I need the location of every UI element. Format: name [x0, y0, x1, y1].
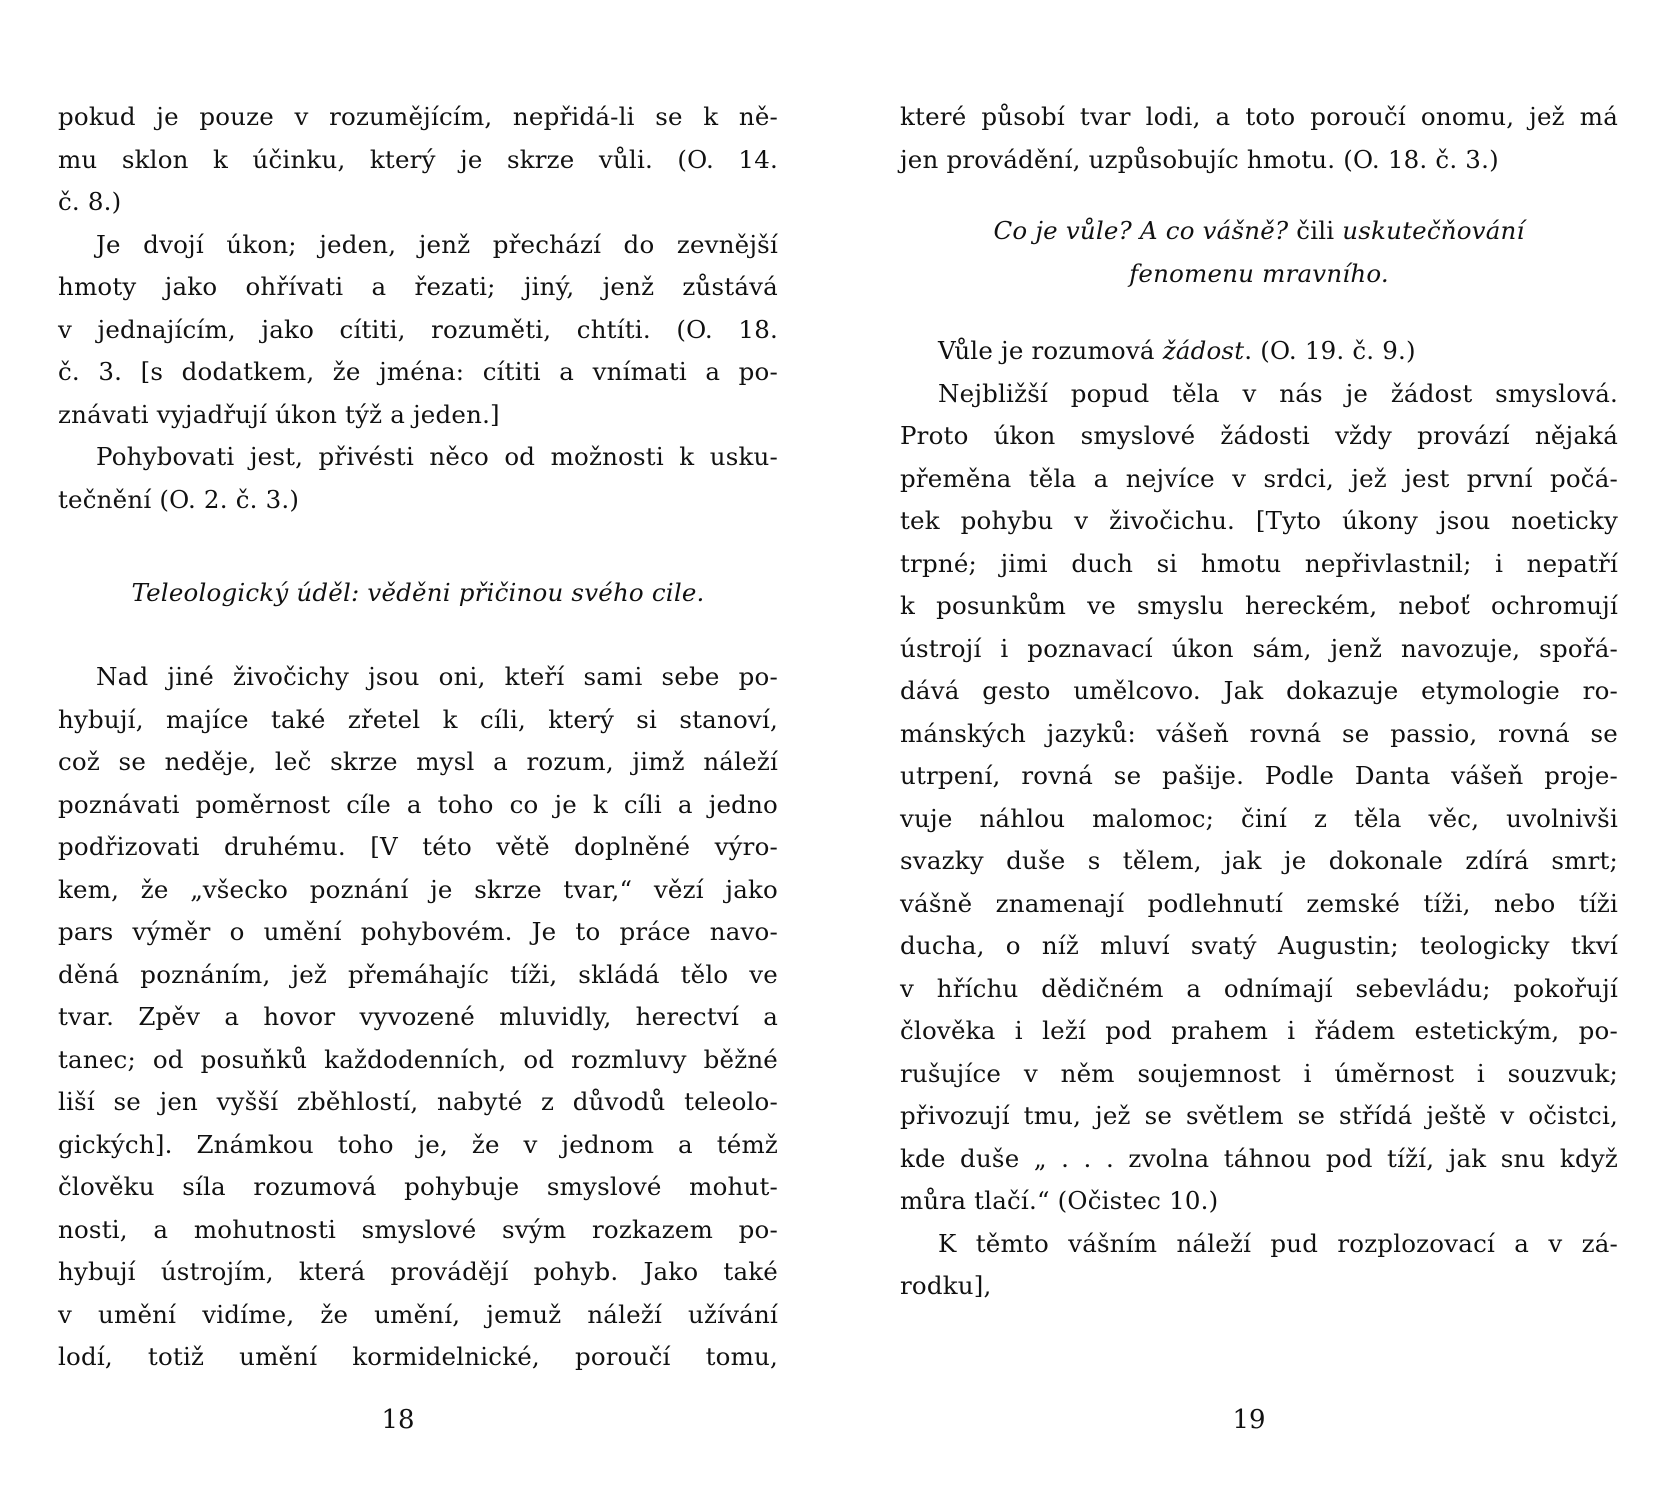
left-page [58, 0, 778, 1500]
text-line: svazky duše s tělem, jak je dokonale zdírá smrt; [900, 846, 1618, 875]
text-line: pokud je pouze v rozumějícím, nepřidá-li se k ně- [58, 102, 778, 131]
text-line: ústrojí i poznavací úkon sám, jenž navozuje, spořá- [900, 633, 1618, 663]
section-heading-line-1 [900, 210, 1618, 253]
text-line: Nad jiné živočichy jsou oni, kteří sami sebe po- [96, 662, 778, 691]
text-line: člověka i leží pod prahem i řádem estetickým, po- [900, 1016, 1618, 1045]
text-line: k posunkům ve smyslu hereckém, neboť ochromují [900, 591, 1618, 620]
section-heading: Teleologický úděl: věděni přičinou svého cile. [131, 578, 705, 607]
right-section-heading [900, 210, 1618, 295]
text-fragment: . (O. 19. č. 9.) [1244, 336, 1416, 365]
text-line: můra tlačí.“ (Očistec 10.) [900, 1186, 1219, 1215]
text-line: v umění vidíme, že umění, jemuž náleží užívání [58, 1299, 778, 1329]
text-line: znávati vyjadřují úkon týž a jeden.] [58, 399, 500, 429]
text-line: lodí, totiž umění kormidelnické, poroučí tomu, [58, 1342, 778, 1371]
text-line: gických]. Známkou toho je, že v jednom a témž [58, 1129, 778, 1159]
page-number: 18 [381, 1405, 415, 1435]
heading-part: Co je vůle? A co vášně? [993, 216, 1289, 245]
text-line: hmoty jako ohřívati a řezati; jiný, jenž zůstává [58, 272, 778, 301]
text-line: kem, že „všecko poznání je skrze tvar,“ vězí jako [58, 874, 778, 904]
page-number: 19 [1232, 1405, 1266, 1435]
left-section-heading [58, 572, 778, 615]
text-line [900, 330, 1618, 373]
heading-part: čili [1288, 216, 1343, 245]
text-line: přeměna těla a nejvíce v srdci, jež jest první počá- [900, 463, 1618, 493]
emphasis-text: žádost [1162, 336, 1245, 365]
left-page-block-2 [58, 656, 778, 1379]
text-line: pars výměr o umění pohybovém. Je to práce navo- [58, 917, 778, 946]
text-line: jen provádění, uzpůsobujíc hmotu. (O. 18. č. 3.) [900, 144, 1499, 174]
right-page [900, 0, 1618, 1500]
text-line: Nejbližší popud těla v nás je žádost smyslová. [938, 378, 1618, 408]
right-page-block-2 [900, 330, 1618, 1308]
text-line: což se neděje, leč skrze mysl a rozum, jimž náleží [58, 747, 778, 776]
text-line: č. 8.) [58, 187, 122, 216]
text-line: člověku síla rozumová pohybuje smyslové mohut- [58, 1172, 778, 1201]
right-page-block-1 [900, 96, 1618, 181]
text-line: utrpení, rovná se pašije. Podle Danta vášeň proje- [900, 761, 1618, 790]
text-line: liší se jen vyšší zběhlostí, nabyté z důvodů teleolo- [58, 1087, 778, 1116]
text-line: nosti, a mohutnosti smyslové svým rozkazem po- [58, 1214, 778, 1244]
text-line: kde duše „ . . . zvolna táhnou pod tíží, jak snu když [900, 1143, 1618, 1173]
text-line: mu sklon k účinku, který je skrze vůli. (O. 14. [58, 144, 778, 174]
text-line: trpné; jimi duch si hmotu nepřivlastnil; i nepatří [900, 548, 1618, 578]
section-heading-line-2: fenomenu mravního. [1129, 258, 1389, 288]
text-line: vuje náhlou malomoc; činí z těla věc, uvolnivši [900, 803, 1618, 833]
text-line: v hříchu dědičném a odnímají sebevládu; pokořují [900, 973, 1618, 1003]
heading-part: uskutečňování [1342, 216, 1525, 245]
text-line: děná poznáním, jež přemáhajíc tíži, skládá tělo ve [58, 959, 778, 989]
text-line: tanec; od posuňků každodenních, od rozmluvy běžné [58, 1044, 778, 1074]
text-line: rušujíce v něm soujemnost i úměrnost i souzvuk; [900, 1058, 1618, 1088]
left-page-block-1 [58, 96, 778, 521]
text-line: K těmto vášním náleží pud rozplozovací a v zá- [938, 1228, 1618, 1258]
text-line: podřizovati druhému. [V této větě doplněné výro- [58, 832, 778, 861]
text-line: ducha, o níž mluví svatý Augustin; teologicky tkví [900, 931, 1618, 960]
text-line: dává gesto umělcovo. Jak dokazuje etymologie ro- [900, 676, 1618, 705]
text-line: které působí tvar lodi, a toto poroučí onomu, jež má [900, 102, 1618, 131]
text-fragment: Vůle je rozumová [938, 336, 1163, 365]
text-line: Je dvojí úkon; jeden, jenž přechází do zevnější [96, 229, 778, 259]
text-line: tvar. Zpěv a hovor vyvozené mluvidly, herectví a [58, 1002, 778, 1031]
text-line: tečnění (O. 2. č. 3.) [58, 484, 300, 514]
text-line: v jednajícím, jako cítiti, rozuměti, chtíti. (O. 18. [58, 314, 778, 344]
text-line: přivozují tmu, jež se světlem se střídá ještě v očistci, [900, 1101, 1618, 1130]
text-line: č. 3. [s dodatkem, že jména: cítiti a vnímati a po- [58, 357, 778, 386]
text-line: Proto úkon smyslové žádosti vždy provází nějaká [900, 421, 1618, 450]
text-line: mánských jazyků: vášeň rovná se passio, rovná se [900, 718, 1618, 748]
text-line: vášně znamenají podlehnutí zemské tíži, nebo tíži [900, 888, 1618, 918]
text-line: hybují ústrojím, která provádějí pohyb. Jako také [58, 1257, 778, 1286]
text-line: poznávati poměrnost cíle a toho co je k cíli a jedno [58, 789, 778, 819]
text-line: hybují, majíce také zřetel k cíli, který si stanoví, [58, 704, 778, 734]
text-line: rodku], [900, 1271, 992, 1300]
text-line: Pohybovati jest, přivésti něco od možnosti k usku- [96, 442, 778, 471]
text-line: tek pohybu v živočichu. [Tyto úkony jsou noeticky [900, 506, 1618, 535]
